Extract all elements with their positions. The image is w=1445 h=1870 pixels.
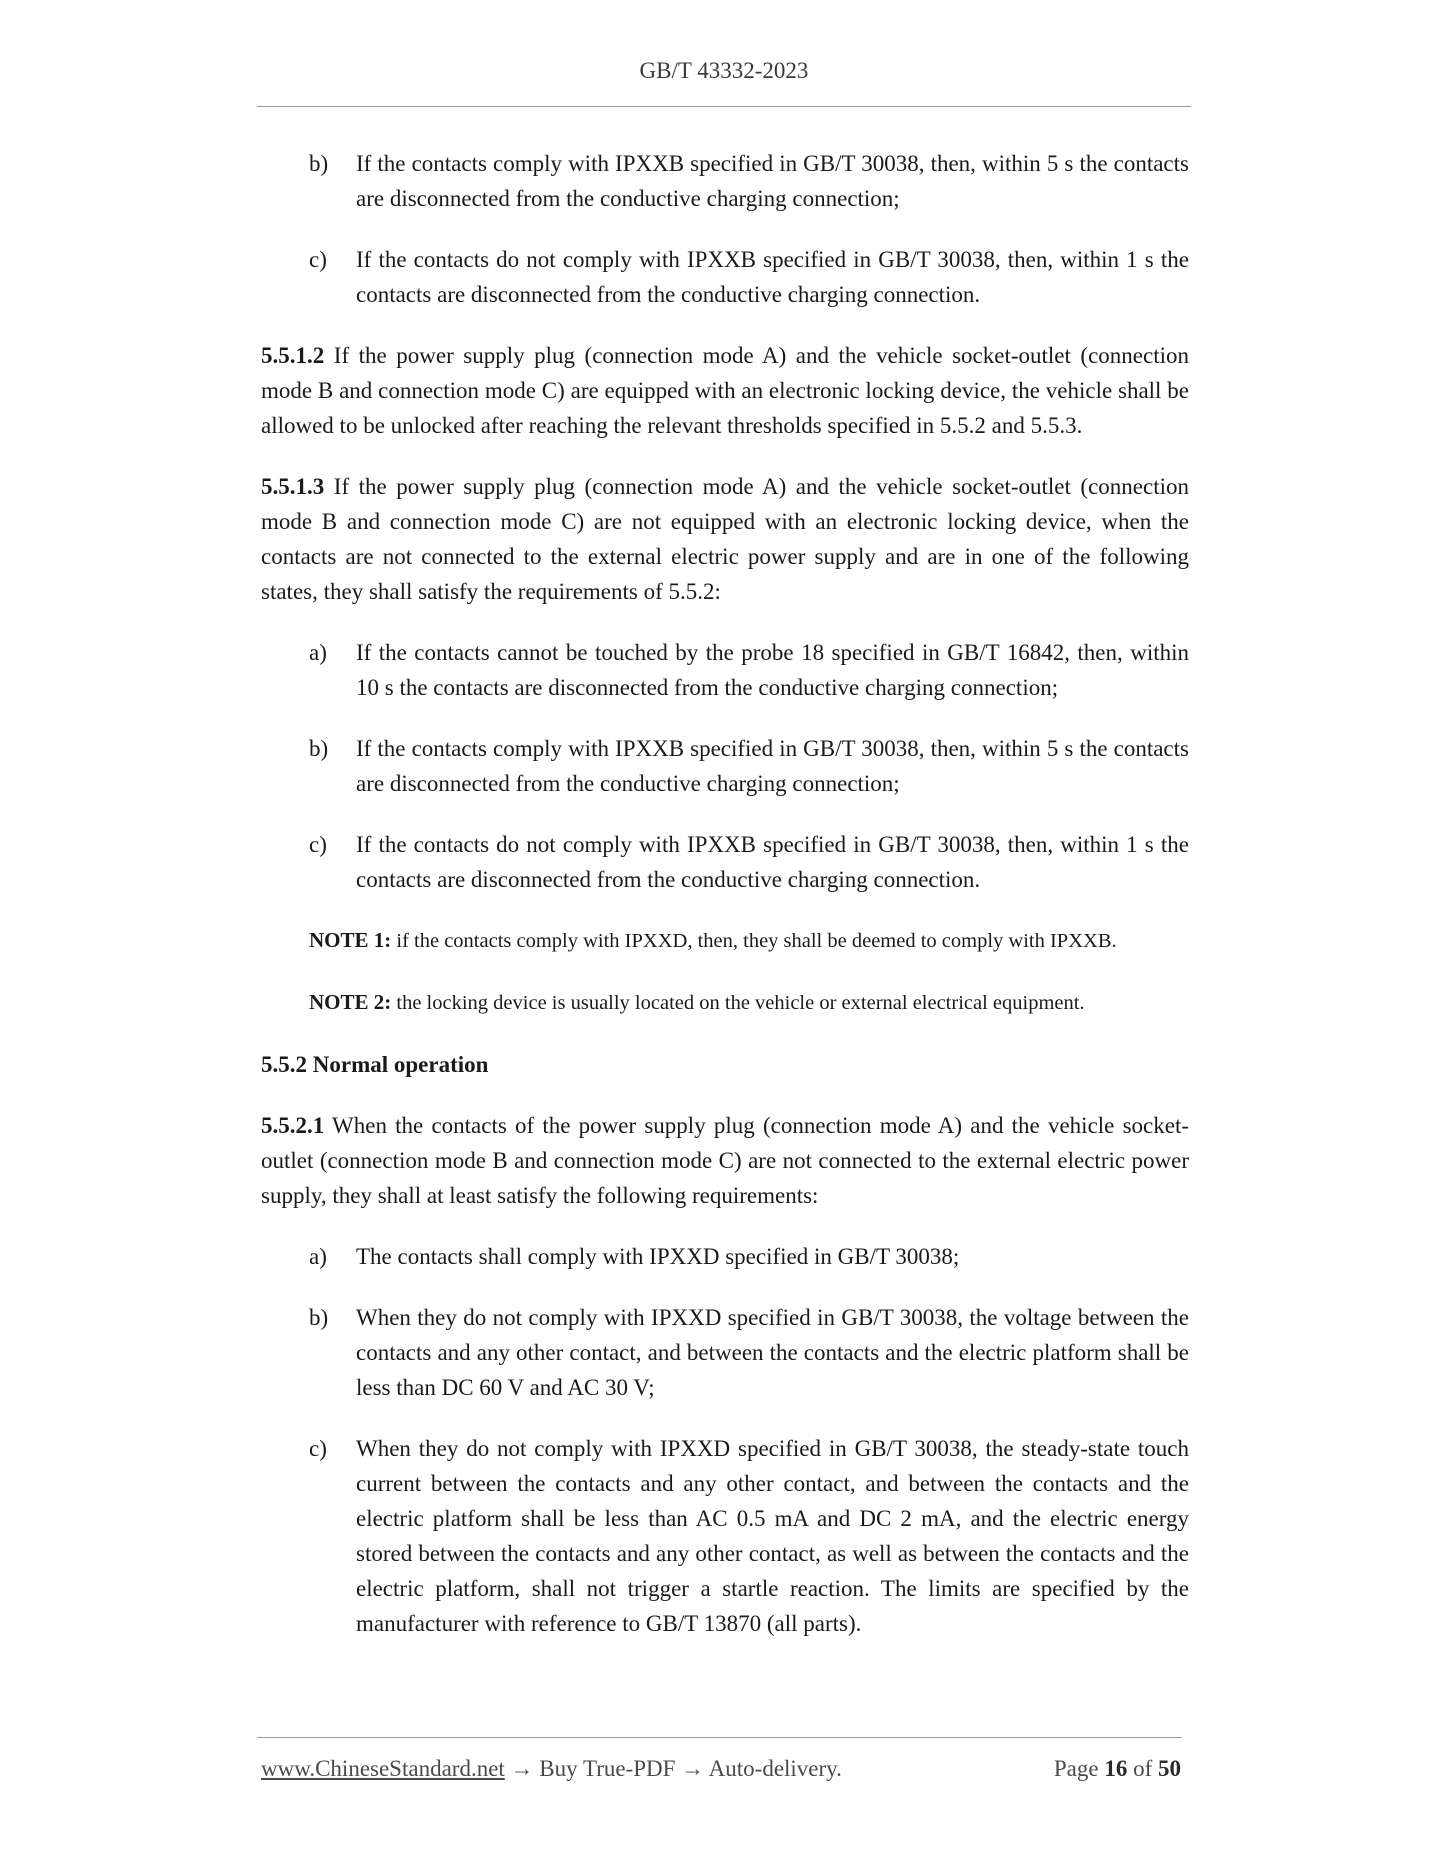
document-body bbox=[261, 146, 1189, 1667]
note-1 bbox=[309, 923, 1189, 959]
list-text: If the contacts comply with IPXXB specified in GB/T 30038, then, within 5 s the contacts are disconnected from the conductive charging connection; bbox=[356, 151, 1189, 211]
clause-5-5-1-3 bbox=[261, 469, 1189, 609]
list-label: b) bbox=[309, 736, 329, 761]
list-label: b) bbox=[309, 151, 329, 176]
footer-tagline: → Buy True-PDF → Auto-delivery. bbox=[504, 1756, 842, 1781]
clause-number: 5.5.1.3 bbox=[261, 474, 325, 499]
page-footer bbox=[261, 1756, 1181, 1782]
note-2 bbox=[309, 985, 1189, 1021]
note-label: NOTE 1: bbox=[309, 928, 392, 952]
list-label: a) bbox=[309, 640, 327, 665]
list-text: If the contacts do not comply with IPXXB specified in GB/T 30038, then, within 1 s the contacts are disconnected from the conductive charging connection. bbox=[356, 247, 1189, 307]
list-text: The contacts shall comply with IPXXD specified in GB/T 30038; bbox=[356, 1244, 960, 1269]
list-label: c) bbox=[309, 1436, 327, 1461]
footer-left bbox=[261, 1756, 842, 1782]
list-label: b) bbox=[309, 1305, 329, 1330]
total-pages: 50 bbox=[1158, 1756, 1181, 1781]
website-link[interactable]: www.ChineseStandard.net bbox=[261, 1756, 505, 1781]
page-header: GB/T 43332-2023 bbox=[639, 58, 809, 83]
clause-text: When the contacts of the power supply plug (connection mode A) and the vehicle socket-outlet (connection mode B and connection mode C) are not connected to the external electric power supply, they shall at least satisfy the following requirements: bbox=[261, 1113, 1189, 1208]
clause-5-5-2-1 bbox=[261, 1108, 1189, 1213]
list-item bbox=[261, 1239, 1189, 1274]
list-label: c) bbox=[309, 832, 327, 857]
clause-text: If the power supply plug (connection mode A) and the vehicle socket-outlet (connection mode B and connection mode C) are not equipped with an electronic locking device, when the contacts are not connected to the external electric power supply and are in one of the following states, they shall satisfy the requirements of 5.5.2: bbox=[261, 474, 1189, 604]
current-page: 16 bbox=[1104, 1756, 1128, 1781]
list-text: If the contacts do not comply with IPXXB specified in GB/T 30038, then, within 1 s the contacts are disconnected from the conductive charging connection. bbox=[356, 832, 1189, 892]
list-item bbox=[261, 1431, 1189, 1641]
list-text: When they do not comply with IPXXD specified in GB/T 30038, the voltage between the contacts and any other contact, and between the contacts and the electric platform shall be less than DC 60 V and AC 30 V; bbox=[356, 1305, 1189, 1400]
list-item bbox=[261, 731, 1189, 801]
page-number: Page 16 of 50 bbox=[1053, 1756, 1181, 1781]
note-text: if the contacts comply with IPXXD, then, they shall be deemed to comply with IPXXB. bbox=[391, 930, 1117, 952]
clause-text: If the power supply plug (connection mode A) and the vehicle socket-outlet (connection mode B and connection mode C) are equipped with an electronic locking device, the vehicle shall be allowed to be unlocked after reaching the relevant thresholds specified in 5.5.2 and 5.5.3. bbox=[261, 343, 1189, 438]
list-item bbox=[261, 827, 1189, 897]
list-item bbox=[261, 1300, 1189, 1405]
list-label: a) bbox=[309, 1244, 327, 1269]
clause-number: 5.5.2.1 bbox=[261, 1113, 325, 1138]
note-text: the locking device is usually located on the vehicle or external electrical equipment. bbox=[391, 992, 1085, 1014]
list-text: If the contacts comply with IPXXB specified in GB/T 30038, then, within 5 s the contacts are disconnected from the conductive charging connection; bbox=[356, 736, 1189, 796]
list-text: When they do not comply with IPXXD specified in GB/T 30038, the steady-state touch current between the contacts and any other contact, and between the contacts and the electric platform shall be less than AC 0.5 mA and DC 2 mA, and the electric energy stored between the contacts and any other contact, as well as between the contacts and the electric platform, shall not trigger a startle reaction. The limits are specified by the manufacturer with reference to GB/T 13870 (all parts). bbox=[356, 1436, 1189, 1636]
clause-number: 5.5.1.2 bbox=[261, 343, 325, 368]
clause-5-5-1-2 bbox=[261, 338, 1189, 443]
note-label: NOTE 2: bbox=[309, 990, 392, 1014]
list-label: c) bbox=[309, 247, 327, 272]
header-divider bbox=[257, 106, 1191, 107]
section-heading-5-5-2: 5.5.2 Normal operation bbox=[261, 1052, 489, 1077]
list-item bbox=[261, 242, 1189, 312]
list-text: If the contacts cannot be touched by the probe 18 specified in GB/T 16842, then, within 10 s the contacts are disconnected from the conductive charging connection; bbox=[356, 640, 1189, 700]
list-item bbox=[261, 635, 1189, 705]
list-item bbox=[261, 146, 1189, 216]
footer-divider bbox=[257, 1737, 1182, 1738]
